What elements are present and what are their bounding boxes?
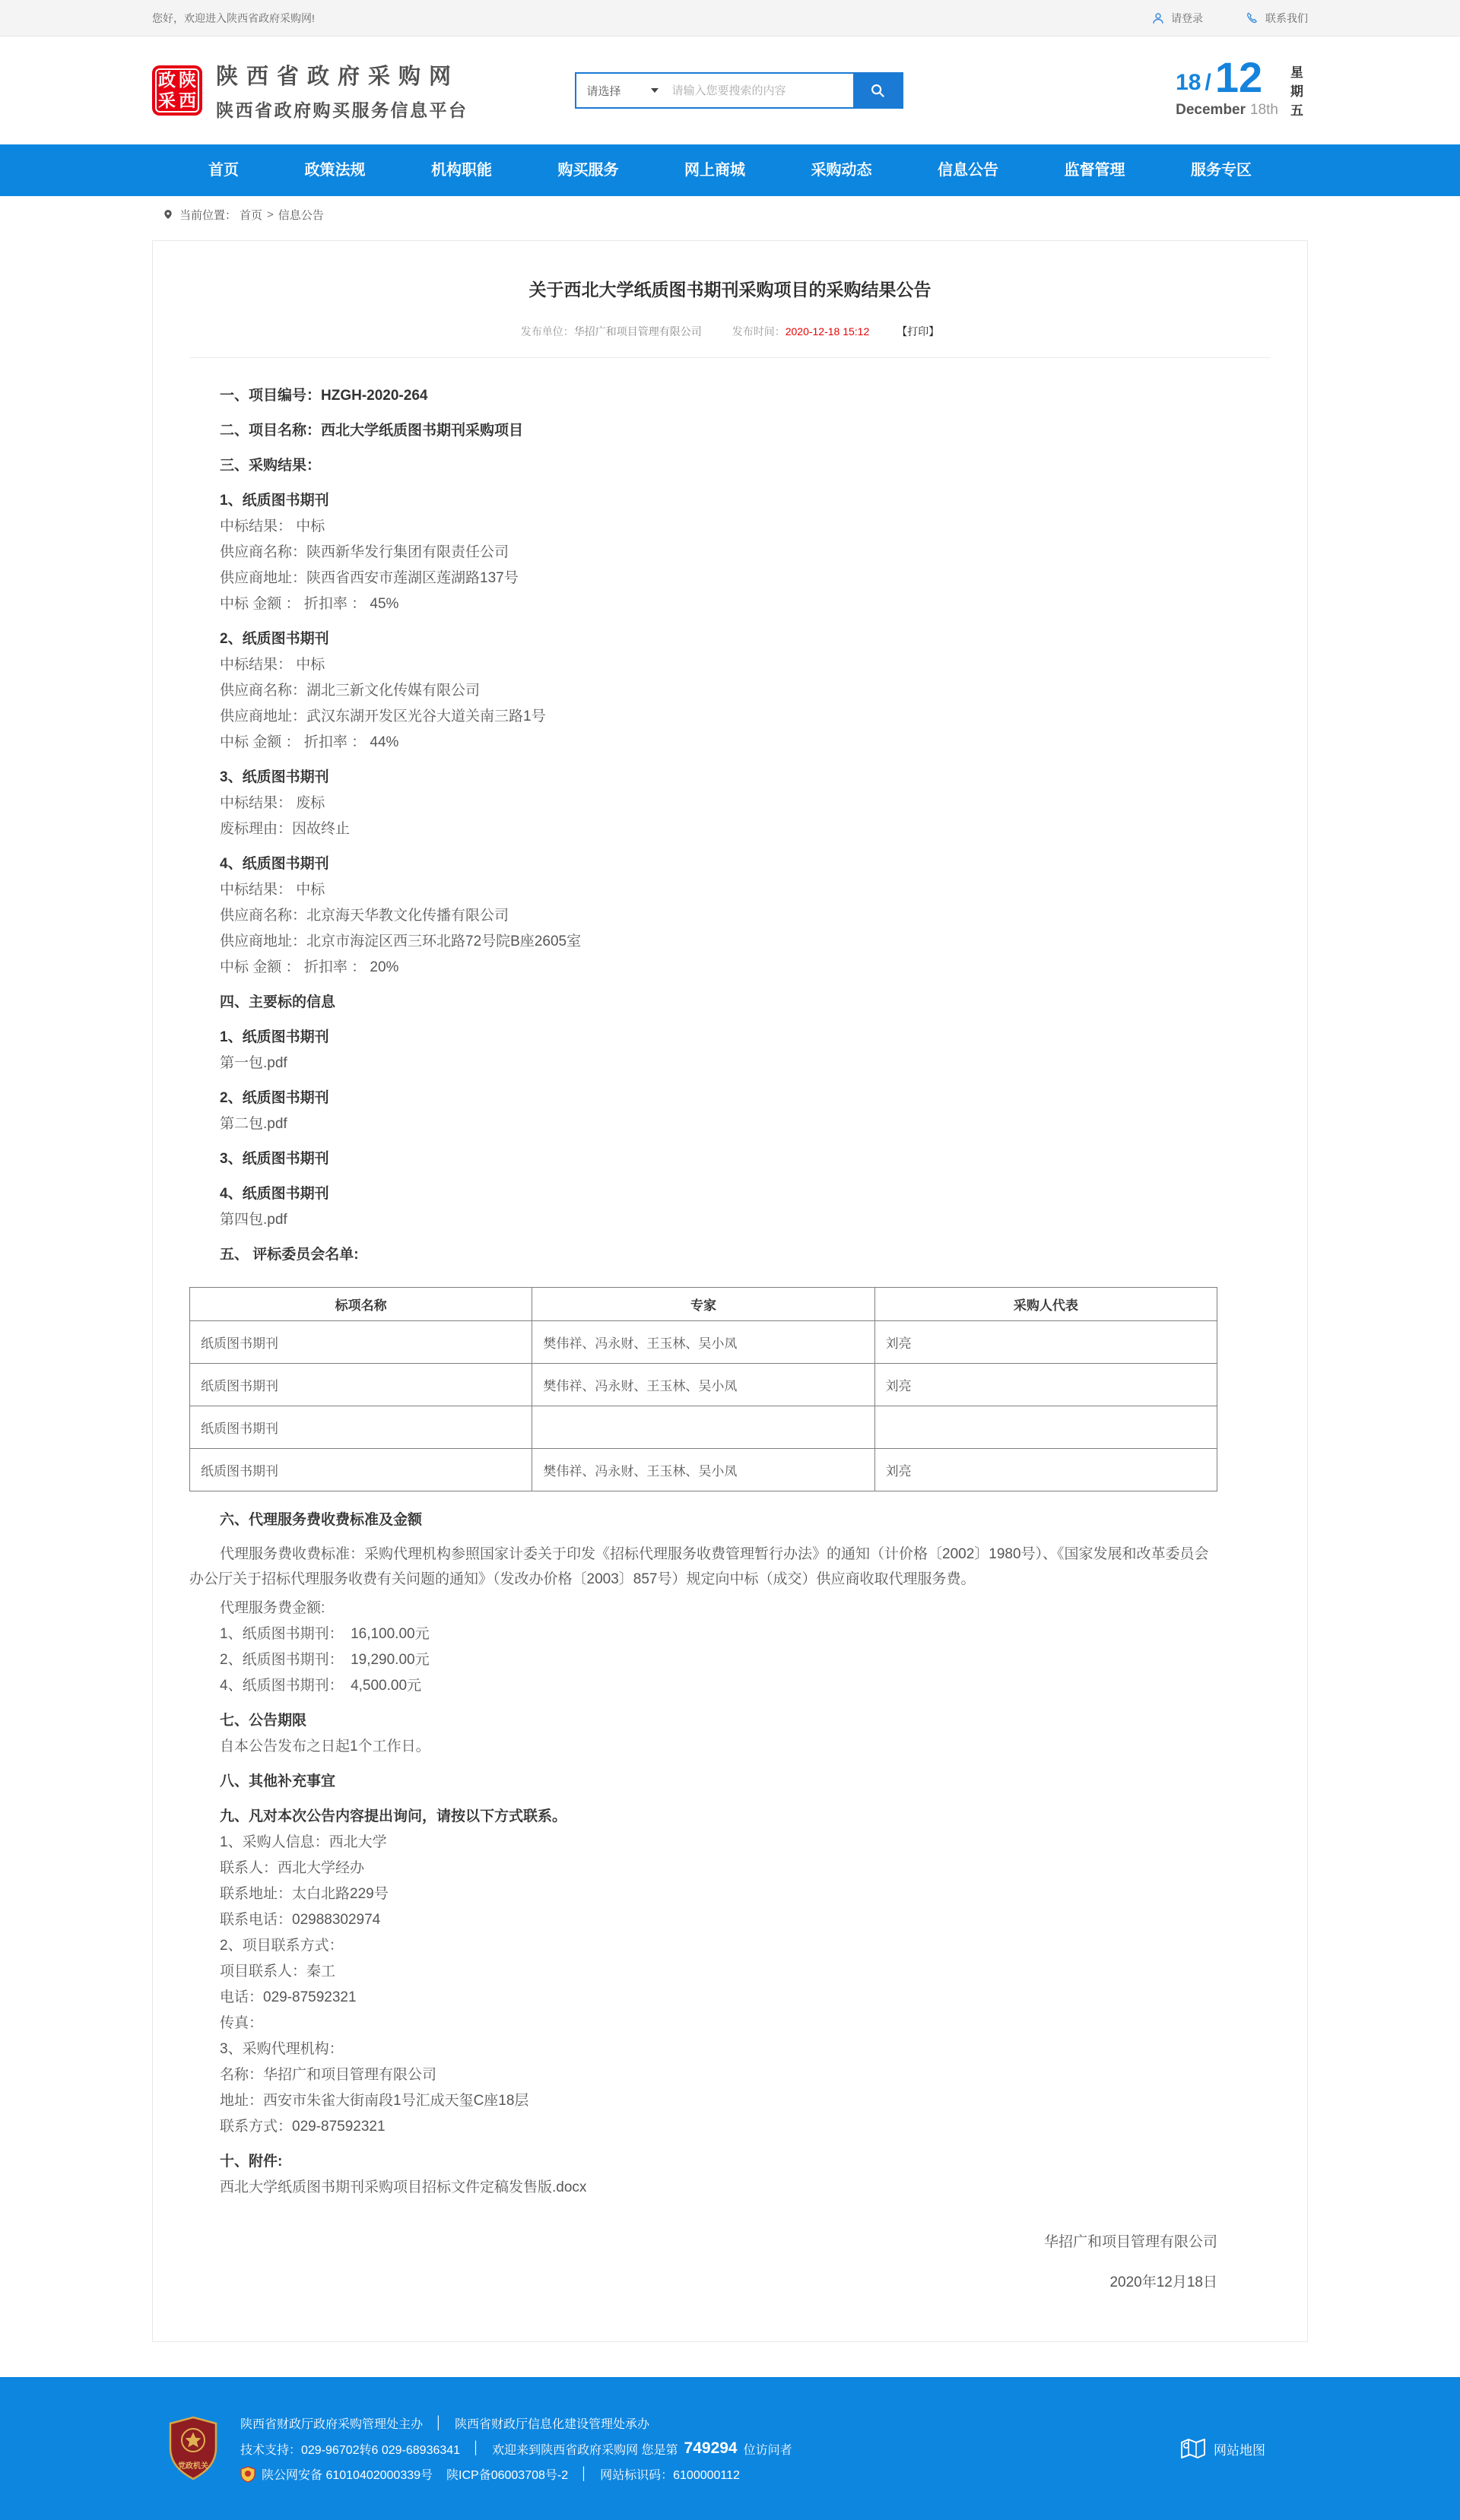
article-heading: 十、附件: [220,2154,283,2170]
site-subtitle: 陕西省政府购买服务信息平台 [216,100,468,120]
topbar [0,0,1460,36]
visitor-count: 749294 [684,2439,738,2457]
table-cell [532,1406,874,1449]
table-header-row [190,1288,1217,1321]
article-line: 2、项目联系方式： [220,1938,344,1954]
article-line: 中标 金额 ： 折扣率 ： 44% [220,734,399,750]
article-line: 1、采购人信息：西北大学 [220,1834,387,1850]
article-heading: 三、采购结果： [220,458,322,474]
article-line: 供应商名称：陕西新华发行集团有限责任公司 [220,544,509,560]
footer-line-organizers: 陕西省财政厅政府采购管理处主办 │ 陕西省财政厅信息化建设管理处承办 [240,2416,650,2431]
publisher-value: 华招广和项目管理有限公司 [573,325,702,338]
article-line: 中标结果： 中标 [220,657,325,673]
article-heading: 五、 评标委员会名单: [220,1247,359,1263]
search-button[interactable] [853,74,902,107]
article-line[interactable]: 第四包.pdf [220,1212,287,1228]
article-line: 供应商名称：北京海天华教文化传播有限公司 [220,908,509,924]
committee-table [189,1287,1217,1491]
brand [152,59,468,122]
article-heading: 3、纸质图书期刊 [220,1151,329,1167]
article-line: 3、采购代理机构： [220,2041,344,2057]
table-cell [874,1406,1217,1449]
article-heading: 八、其他补充事宜 [220,1774,336,1789]
nav-item[interactable]: 采购动态 [811,162,872,179]
sitemap-label: 网站地图 [1214,2442,1265,2458]
search-input[interactable] [669,74,853,107]
table-cell: 纸质图书期刊 [190,1449,532,1491]
article-line: 项目联系人：秦工 [220,1964,336,1980]
article-line: 代理服务费收费标准：采购代理机构参照国家计委关于印发《招标代理服务收费管理暂行办法》的通知（计价格〔2002〕1980号）、《国家发展和改革委员会办公厅关于招标代理服务收费有关问题的通知》（发改办价格〔2003〕857号）规定向中标（成交）供应商收取代理服务费。 [189,1546,1209,1587]
date-ordinal: 18th [1250,102,1278,119]
article-line: 供应商名称：湖北三新文化传媒有限公司 [220,683,481,699]
table-cell: 刘亮 [874,1364,1217,1406]
table-row [190,1406,1217,1449]
article-line: 中标结果： 废标 [220,795,325,811]
article-heading: 六、代理服务费收费标准及金额 [220,1512,423,1528]
table-cell: 刘亮 [874,1321,1217,1364]
contact-link[interactable] [1246,11,1308,26]
article-heading: 4、纸质图书期刊 [220,1186,329,1202]
date-slash: / [1204,70,1211,96]
user-icon [1151,11,1165,25]
logo-char: 采 [158,90,176,110]
nav-item[interactable]: 购买服务 [557,162,619,179]
article-line[interactable]: 第二包.pdf [220,1116,287,1132]
table-cell: 纸质图书期刊 [190,1406,532,1449]
article-line: 中标结果： 中标 [220,882,325,898]
page-title: 关于西北大学纸质图书期刊采购项目的采购结果公告 [528,280,932,300]
article-line: 电话：029-87592321 [220,1989,357,2005]
article-line: 联系电话：02988302974 [220,1912,381,1928]
article-line: 供应商地址：陕西省西安市莲湖区莲湖路137号 [220,570,519,586]
gov-emblem-icon [167,2416,219,2481]
search-bar [575,72,903,109]
sitemap-link[interactable] [1180,2436,1265,2461]
publisher-label: 发布单位： [520,325,574,338]
date-display [1176,52,1303,122]
article-heading: 七、公告期限 [220,1713,307,1729]
login-link[interactable] [1151,11,1203,26]
article-heading: 4、纸质图书期刊 [220,856,329,872]
article-heading: 1、纸质图书期刊 [220,493,329,509]
nav-item[interactable]: 网上商城 [684,162,745,179]
welcome-text: 您好，欢迎进入陕西省政府采购网! [152,11,315,24]
table-row [190,1321,1217,1364]
table-cell: 纸质图书期刊 [190,1321,532,1364]
article-line: 废标理由：因故终止 [220,821,351,837]
table-header-cell: 专家 [532,1288,874,1321]
date-day: 18 [1176,70,1201,96]
chevron-down-icon [651,88,659,93]
search-category-value: 请选择 [586,84,621,98]
signature-company: 华招广和项目管理有限公司 [1043,2234,1217,2250]
article-line: 传真： [220,2015,264,2031]
signature-date: 2020年12月18日 [1109,2274,1217,2290]
svg-text:党政机关: 党政机关 [178,2462,208,2471]
date-weekday: 星 期 五 [1290,65,1303,118]
signature-block [189,2230,1217,2291]
footer-line-support: 技术支持：029-96702转6 029-68936341 │ 欢迎来到陕西省政府采购网 您是第 749294 位访问者 [240,2439,792,2457]
article-line: 中标 金额 ： 折扣率 ： 45% [220,596,399,612]
table-header-cell: 采购人代表 [874,1288,1217,1321]
article-line: 供应商地址：武汉东湖开发区光谷大道关南三路1号 [220,708,546,724]
article-line: 中标结果： 中标 [220,518,325,534]
article-card [152,240,1308,2342]
location-pin-icon [163,208,173,221]
site-logo[interactable] [152,65,202,116]
logo-char: 政 [158,70,176,90]
article-heading: 2、纸质图书期刊 [220,1090,329,1106]
article-heading: 四、主要标的信息 [220,994,336,1010]
article-line: 联系人：西北大学经办 [220,1860,365,1876]
publish-time-value: 2020-12-18 15:12 [785,325,870,338]
article-heading: 1、纸质图书期刊 [220,1029,329,1045]
search-icon [869,82,886,99]
article-heading: 一、项目编号：HZGH-2020-264 [220,388,428,404]
breadcrumb [152,196,1308,233]
footer-line-registration: 陕公网安备 61010402000339号 陕ICP备06003708号-2 │ 网站标识码：6100000112 [240,2465,1180,2483]
nav-item[interactable]: 机构职能 [431,162,492,179]
site-header [0,36,1460,144]
site-title: 陕西省政府采购网 [216,65,460,89]
icp-registration[interactable]: 陕ICP备06003708号-2 [446,2469,569,2482]
article-line: 自本公告发布之日起1个工作日。 [220,1739,430,1754]
article-heading: 二、项目名称：西北大学纸质图书期刊采购项目 [220,423,524,439]
article-line: 联系地址：太白北路229号 [220,1886,389,1902]
article-line: 供应商地址：北京市海淀区西三环北路72号院B座2605室 [220,934,582,949]
article-line[interactable]: 西北大学纸质图书期刊采购项目招标文件定稿发售版.docx [220,2179,587,2195]
map-icon [1180,2436,1206,2461]
table-cell: 樊伟祥、冯永财、王玉林、吴小凤 [532,1449,874,1491]
police-badge-icon [240,2466,256,2483]
login-label: 请登录 [1171,11,1203,24]
date-month: 12 [1214,52,1263,101]
nav-item[interactable]: 服务专区 [1191,162,1252,179]
article-line: 中标 金额 ： 折扣率 ： 20% [220,959,399,975]
print-button[interactable]: 【打印】 [897,325,940,338]
search-category-select[interactable] [576,74,669,107]
police-registration[interactable]: 陕公网安备 61010402000339号 [262,2469,433,2482]
table-cell: 樊伟祥、冯永财、王玉林、吴小凤 [532,1321,874,1364]
article-line: 联系方式：029-87592321 [220,2119,386,2135]
article-heading: 3、纸质图书期刊 [220,769,329,785]
table-row [190,1364,1217,1406]
footer [0,2377,1460,2520]
phone-icon [1246,11,1259,25]
article-heading: 2、纸质图书期刊 [220,631,329,647]
nav-item[interactable]: 信息公告 [938,162,998,179]
breadcrumb-current[interactable]: 信息公告 [278,208,324,222]
logo-char: 西 [179,90,196,110]
article-body [189,387,1217,2291]
site-id-code: 网站标识码：6100000112 [600,2469,740,2482]
nav-item[interactable]: 监督管理 [1064,162,1125,179]
nav-item[interactable]: 首页 [208,162,239,179]
breadcrumb-separator: > [267,208,274,221]
article-line: 地址：西安市朱雀大街南段1号汇成天玺C座18层 [220,2093,529,2109]
article-line: 1、纸质图书期刊： 16,100.00元 [220,1626,430,1642]
table-cell: 刘亮 [874,1449,1217,1491]
breadcrumb-home[interactable]: 首页 [240,208,263,222]
table-row [190,1449,1217,1491]
breadcrumb-prefix: 当前位置： [179,208,237,222]
article-line: 名称：华招广和项目管理有限公司 [220,2067,437,2083]
table-cell: 樊伟祥、冯永财、王玉林、吴小凤 [532,1364,874,1406]
main-nav [0,144,1460,196]
article-line[interactable]: 第一包.pdf [220,1055,287,1071]
publish-time-label: 发布时间： [732,325,786,338]
article-line: 4、纸质图书期刊： 4,500.00元 [220,1678,422,1694]
table-header-cell: 标项名称 [190,1288,532,1321]
article-meta [189,324,1271,358]
nav-item[interactable]: 政策法规 [304,162,366,179]
article-line: 2、纸质图书期刊： 19,290.00元 [220,1652,430,1668]
contact-label: 联系我们 [1265,11,1308,24]
article-line: 代理服务费金额: [220,1600,325,1616]
date-month-name: December [1176,102,1246,119]
article-heading: 九、凡对本次公告内容提出询问，请按以下方式联系。 [220,1808,567,1824]
table-cell: 纸质图书期刊 [190,1364,532,1406]
logo-char: 陕 [179,70,196,90]
